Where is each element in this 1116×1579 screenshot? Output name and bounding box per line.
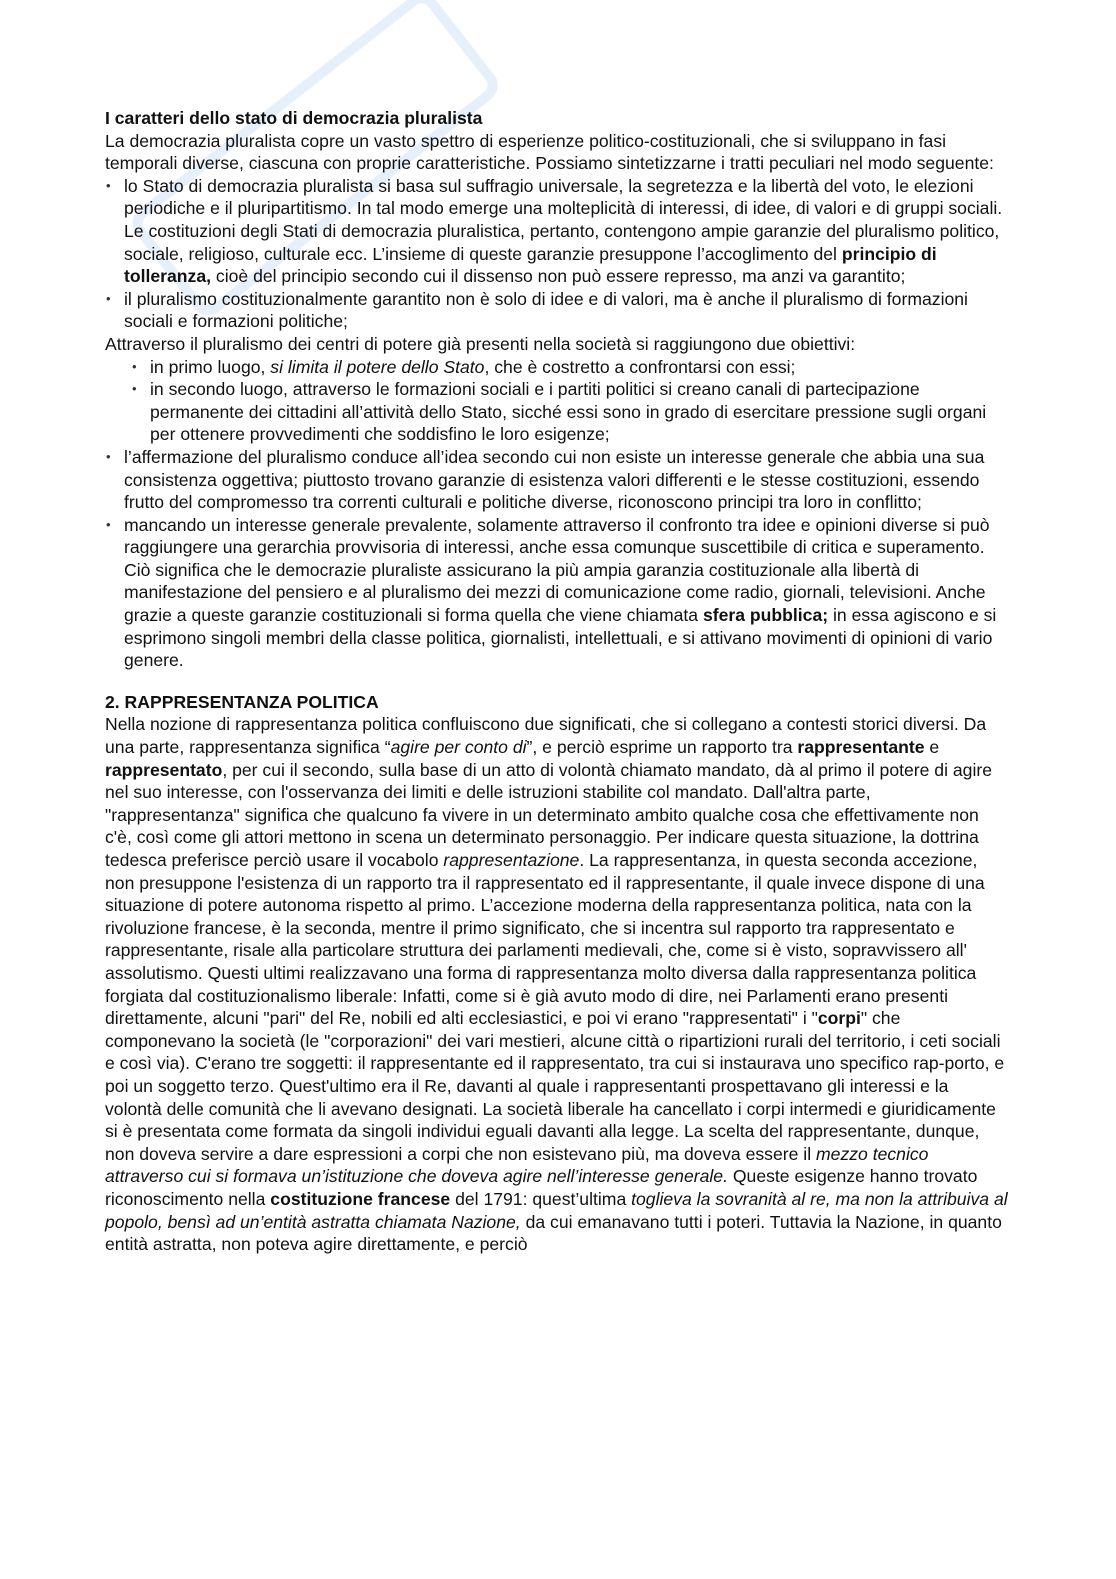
objectives-list <box>105 356 1010 446</box>
features-list <box>105 175 1010 333</box>
emphasis: si limita il potere dello Stato <box>270 356 485 377</box>
body-paragraph: Nella nozione di rappresentanza politica confluiscono due significati, che si collegano a contesti storici diversi. Da una parte, rappresentanza significa “agire per conto di”, e perciò esprime un rapporto tra rappresentante e rappresentato, per cui il secondo, sulla base di un atto di volontà chiamato mandato, dà al primo il potere di agire nel suo interesse, con l'osservanza dei limiti e delle istruzioni stabilite col mandato. Dall'altra parte, "rappresentanza" significa che qualcuno fa vivere in un determinato ambito qualche cosa che effettivamente non c'è, così come gli attori mettono in scena un determinato personaggio. Per indicare questa situazione, la dottrina tedesca preferisce perciò usare il vocabolo rappresentazione. La rappresentanza, in questa seconda accezione, non presuppone l'esistenza di un rapporto tra il rappresentato ed il rappresentante, il quale invece dispone di una situazione di potere autonoma rispetto al primo. L’accezione moderna della rappresentanza politica, nata con la rivoluzione francese, è la seconda, mentre il primo significato, che si incentra sul rapporto tra rappresentato e rappresentante, risale alla particolare struttura dei parlamenti medievali, che, come si è visto, sopravvissero all' assolutismo. Questi ultimi realizzavano una forma di rappresentanza molto diversa dalla rappresentanza politica forgiata dal costituzionalismo liberale: Infatti, come si è già avuto modo di dire, nei Parlamenti erano presenti direttamente, alcuni "pari" del Re, nobili ed alti ecclesiastici, e poi vi erano "rappresentati" i "corpi" che componevano la società (le "corporazioni" dei vari mestieri, alcune città o ripartizioni rurali del territorio, i ceti sociali e così via). C'erano tre soggetti: il rappresentante ed il rappresentato, tra cui si instaurava uno specifico rap-porto, e poi un soggetto terzo. Quest'ultimo era il Re, davanti al quale i rappresentanti prospettavano gli interessi e la volontà delle comunità che li avevano designati. La società liberale ha cancellato i corpi intermedi e giuridicamente si è presentata come formata da singoli individui eguali davanti alla legge. La scelta del rappresentante, dunque, non doveva servire a dare espressioni a corpi che non esistevano più, ma doveva essere il mezzo tecnico attraverso cui si formava un’istituzione che doveva agire nell’interesse generale. Queste esigenze hanno trovato riconoscimento nella costituzione francese del 1791: quest’ultima toglieva la sovranità al re, ma non la attribuiva al popolo, bensì ad un’entità astratta chiamata Nazione, da cui emanavano tutti i poteri. Tuttavia la Nazione, in quanto entità astratta, non poteva agire direttamente, e perciò <box>105 714 1008 1255</box>
list-item: • lo Stato di democrazia pluralista si basa sul suffragio universale, la segretezza e la libertà del voto, le elezioni periodiche e il pluripartitismo. In tal modo emerge una molteplicità di interessi, di idee, di valori e di gruppi sociali. Le costituzioni degli Stati di democrazia pluralistica, pertanto, contengono ampie garanzie del pluralismo politico, sociale, religioso, culturale ecc. L’insieme di queste garanzie presuppone l’accoglimento del principio di tolleranza, cioè del principio secondo cui il dissenso non può essere represso, ma anzi va garantito; <box>105 175 1010 288</box>
section-title: I caratteri dello stato di democrazia pluralista <box>105 108 483 128</box>
features-list-continued <box>105 446 1010 672</box>
objectives-paragraph: Attraverso il pluralismo dei centri di potere già presenti nella società si raggiungono due obiettivi: <box>105 333 856 354</box>
key-term: principio di tolleranza, <box>124 243 937 287</box>
list-item: • mancando un interesse generale prevalente, solamente attraverso il confronto tra idee e opinioni diverse si può raggiungere una gerarchia provvisoria di interessi, anche essa comunque suscettibile di critica e superamento. Ciò significa che le democrazie pluraliste assicurano la più ampia garanzia costituzionale alla libertà di manifestazione del pensiero e al pluralismo dei mezzi di comunicazione come radio, giornali, televisioni. Anche grazie a queste garanzie costituzionali si forma quella che viene chiamata sfera pubblica; in essa agiscono e si esprimono singoli membri della classe politica, giornalisti, intellettuali, e si attivano movimenti di opinioni di vario genere. <box>105 514 1010 672</box>
intro-paragraph: La democrazia pluralista copre un vasto spettro di esperienze politico-costituzionali, che si sviluppano in fasi temporali diverse, ciascuna con proprie caratteristiche. Possiamo sintetizzarne i tratti peculiari nel modo seguente: <box>105 130 994 174</box>
key-term: sfera pubblica; <box>702 605 829 626</box>
section-title: 2. RAPPRESENTANZA POLITICA <box>105 691 379 712</box>
list-item: • il pluralismo costituzionalmente garantito non è solo di idee e di valori, ma è anche il pluralismo di formazioni sociali e formazioni politiche; <box>105 288 1010 333</box>
list-item: • in secondo luogo, attraverso le formazioni sociali e i partiti politici si creano canali di partecipazione permanente dei cittadini all’attività dello Stato, sicché essi sono in grado di esercitare pressione sugli organi per ottenere provvedimenti che soddisfino le loro esigenze; <box>105 378 1010 446</box>
list-item: • in primo luogo, si limita il potere dello Stato, che è costretto a confrontarsi con essi; <box>105 356 1010 379</box>
list-item: • l’affermazione del pluralismo conduce all’idea secondo cui non esiste un interesse generale che abbia una sua consistenza oggettiva; piuttosto trovano garanzie di esistenza valori differenti e le stesse costituzioni, essendo frutto del compromesso tra correnti culturali e politiche diverse, riconoscono principi tra loro in conflitto; <box>105 446 1010 514</box>
document-page <box>105 107 1010 1256</box>
